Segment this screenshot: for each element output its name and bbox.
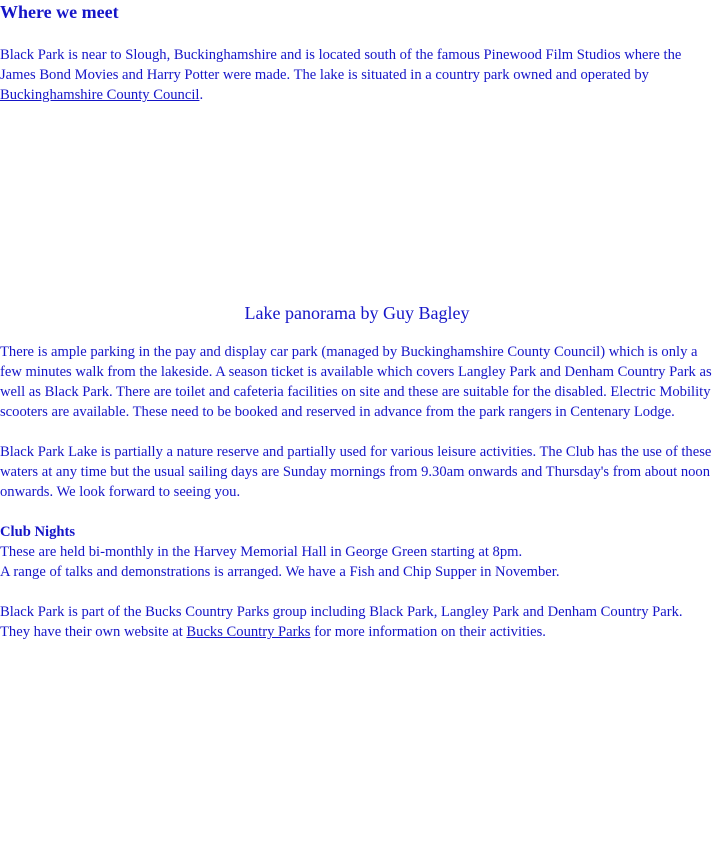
parks-after: for more information on their activities. (310, 624, 546, 640)
parking-paragraph: There is ample parking in the pay and display car park (managed by Buckinghamshire County Council) which is only a few minutes walk from the lakeside. A season ticket is available which covers Langley Park and Denham Country Park as well as Black Park. There are toilet and cafeteria facilities on site and these are suitable for the disabled. Electric Mobility scooters are available. These need to be booked and reserved in advance from the park rangers in Centenary Lodge. (0, 344, 712, 420)
page-content (0, 1, 714, 642)
club-nights-heading: Club Nights (0, 524, 76, 540)
page-title: Where we meet (0, 2, 119, 22)
bucks-country-parks-link[interactable]: Bucks Country Parks (186, 624, 311, 640)
county-council-link[interactable]: Buckinghamshire County Council (0, 87, 200, 103)
lake-panorama-image (0, 105, 714, 295)
parks-paragraph (0, 602, 714, 642)
club-nights-line1: These are held bi-monthly in the Harvey Memorial Hall in George Green starting at 8pm. (0, 544, 523, 560)
parks-text: Black Park is part of the Bucks Country Parks group including Black Park, Langley Park and Denham Country Park. They have their own website at (0, 604, 683, 640)
intro-text: Black Park is near to Slough, Buckinghamshire and is located south of the famous Pinewood Film Studios where the James Bond Movies and Harry Potter were made. The lake is situated in a country park owned and operated by (0, 47, 682, 83)
club-nights-line2: A range of talks and demonstrations is arranged. We have a Fish and Chip Supper in November. (0, 564, 560, 580)
lake-paragraph: Black Park Lake is partially a nature reserve and partially used for various leisure activities. The Club has the use of these waters at any time but the usual sailing days are Sunday mornings from 9.30am onwards and Thursday's from about noon onwards. We look forward to seeing you. (0, 444, 712, 500)
image-caption: Lake panorama by Guy Bagley (244, 303, 470, 323)
intro-after: . (199, 87, 204, 103)
intro-paragraph (0, 45, 714, 105)
club-nights-paragraph (0, 542, 714, 582)
